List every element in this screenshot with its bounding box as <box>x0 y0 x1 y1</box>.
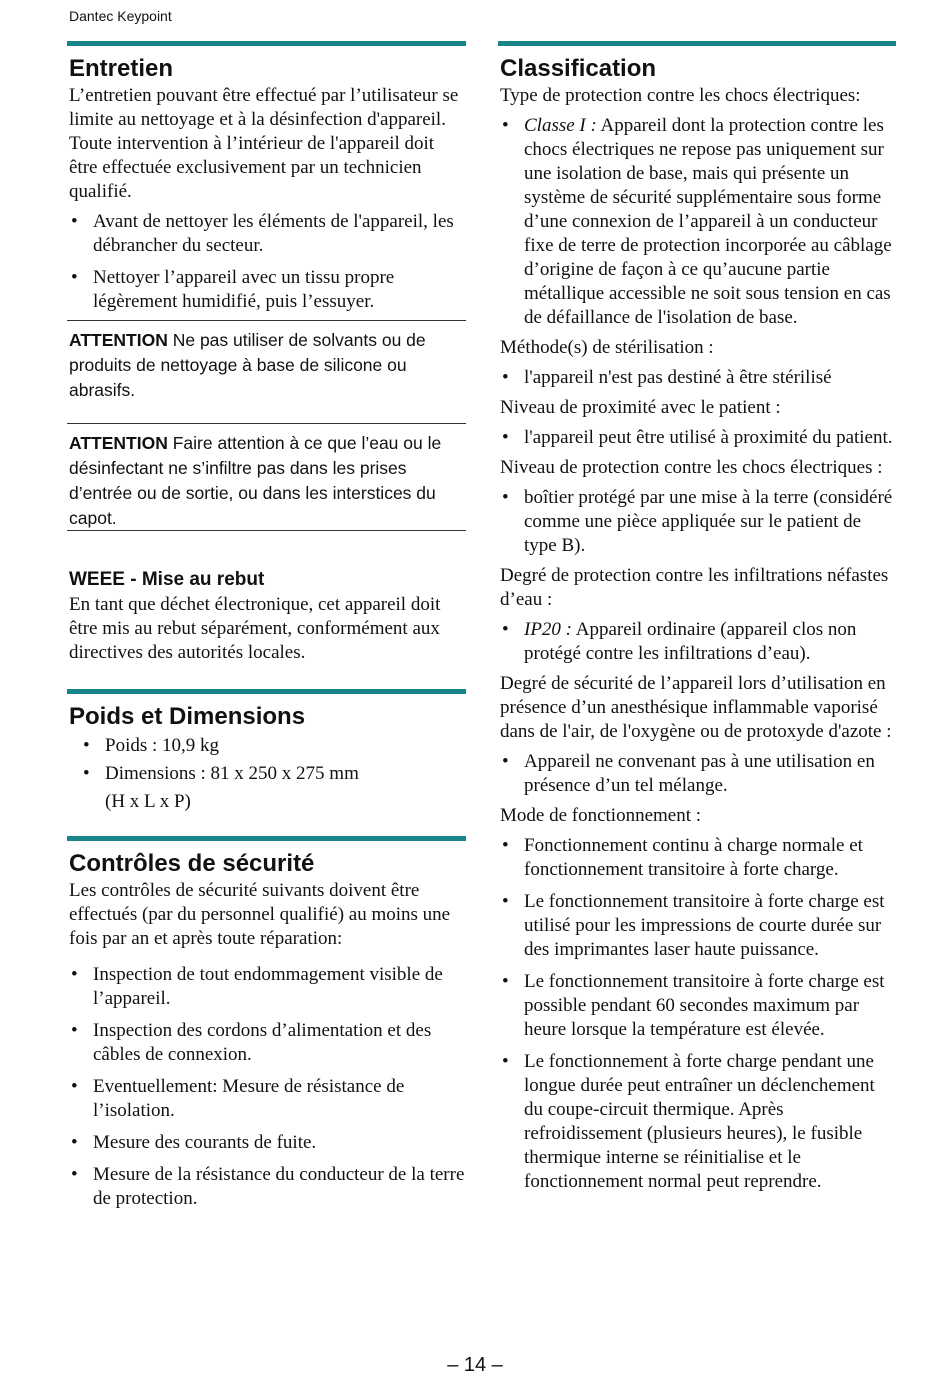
section-title-weee: WEEE - Mise au rebut <box>69 569 265 590</box>
section-rule <box>67 689 466 694</box>
section-entretien <box>67 41 466 314</box>
section-weee <box>67 567 466 665</box>
entretien-list <box>69 210 466 314</box>
attention-label: ATTENTION <box>69 433 168 453</box>
item-text: Appareil ordinaire (appareil clos non protégé contre les infiltrations d’eau). <box>524 619 857 664</box>
classification-label: Niveau de proximité avec le patient : <box>500 397 781 418</box>
list-item: • Avant de nettoyer les éléments de l'appareil, les débrancher du secteur. <box>69 210 466 258</box>
classification-list <box>500 486 896 558</box>
list-item: • Le fonctionnement transitoire à forte charge est possible pendant 60 secondes maximum par heure lorsque la température est élevée. <box>500 970 896 1042</box>
list-item: • boîtier protégé par une mise à la terre (considéré comme une pièce appliquée sur le patient de type B). <box>500 486 896 558</box>
section-poids <box>67 689 466 814</box>
item-term: IP20 : <box>524 619 573 640</box>
classification-list <box>500 426 896 450</box>
list-item: • Nettoyer l’appareil avec un tissu propre légèrement humidifié, puis l’essuyer. <box>69 266 466 314</box>
attention-label: ATTENTION <box>69 330 168 350</box>
left-column <box>67 41 466 1219</box>
section-title-entretien: Entretien <box>69 55 174 82</box>
section-title-controles: Contrôles de sécurité <box>69 850 315 877</box>
list-item <box>69 762 466 814</box>
list-item: • Poids : 10,9 kg <box>69 734 466 758</box>
list-item: • Eventuellement: Mesure de résistance de l’isolation. <box>69 1075 466 1123</box>
list-item: • Mesure de la résistance du conducteur de la terre de protection. <box>69 1163 466 1211</box>
classification-list <box>500 114 896 330</box>
poids-list <box>69 734 466 814</box>
list-item <box>500 618 896 666</box>
attention-end-rule <box>67 530 466 531</box>
item-text: Appareil dont la protection contre les chocs électriques ne repose pas uniquement sur une isolation de base, mais qui présente un système de sécurité supplémentaire sous forme d’une connexion de l’appareil à un conducteur fixe de terre de protection incorporée au câblage d’origine de façon à ce qu’aucune partie métallique accessible ne soit sous tension en cas de défaillance de l'isolation de base. <box>524 115 892 328</box>
classification-label: Mode de fonctionnement : <box>500 805 702 826</box>
classification-list <box>500 366 896 390</box>
list-item: • Mesure des courants de fuite. <box>69 1131 466 1155</box>
classification-label: Niveau de protection contre les chocs électriques : <box>500 457 883 478</box>
right-column <box>498 41 896 1202</box>
list-item: • Le fonctionnement transitoire à forte charge est utilisé pour les impressions de courte durée sur des imprimantes laser haute puissance. <box>500 890 896 962</box>
weee-text: En tant que déchet électronique, cet appareil doit être mis au rebut séparément, conformément aux directives des autorités locales. <box>69 594 441 663</box>
item-term: Classe I : <box>524 115 597 136</box>
attention-box-2 <box>67 423 466 530</box>
page-number: – 14 – <box>447 1354 503 1376</box>
controles-intro: Les contrôles de sécurité suivants doivent être effectués (par du personnel qualifié) au moins une fois par an et après toute réparation: <box>69 880 451 949</box>
classification-label: Degré de protection contre les infiltrations néfastes d’eau : <box>500 565 889 610</box>
running-header: Dantec Keypoint <box>69 8 172 24</box>
section-rule <box>498 41 896 46</box>
list-item: • Le fonctionnement à forte charge pendant une longue durée peut entraîner un déclenchement du coupe-circuit thermique. Après refroidissement (plusieurs heures), le fusible thermique interne se réinitialise et le fonctionnement normal peut reprendre. <box>500 1050 896 1194</box>
section-title-classification: Classification <box>500 55 657 82</box>
list-item: • Inspection des cordons d’alimentation et des câbles de connexion. <box>69 1019 466 1067</box>
classification-label: Type de protection contre les chocs électriques: <box>500 85 861 106</box>
list-item: • Appareil ne convenant pas à une utilisation en présence d’un tel mélange. <box>500 750 896 798</box>
dimensions-order: (H x L x P) <box>105 791 191 812</box>
dimensions-value: Dimensions : 81 x 250 x 275 mm <box>105 763 359 784</box>
attention-text: Ne pas utiliser de solvants ou de produits de nettoyage à base de silicone ou abrasifs. <box>69 330 426 400</box>
section-controles <box>67 836 466 1211</box>
classification-list <box>500 618 896 666</box>
controles-list <box>69 963 466 1211</box>
classification-label: Méthode(s) de stérilisation : <box>500 337 714 358</box>
classification-label: Degré de sécurité de l’appareil lors d’utilisation en présence d’un anesthésique inflammable vaporisé dans de l'air, de l'oxygène ou de protoxyde d'azote : <box>500 673 892 742</box>
attention-text: Faire attention à ce que l’eau ou le désinfectant ne s’infiltre pas dans les prises d’entrée ou de sortie, ou dans les interstices du capot. <box>69 433 442 528</box>
list-item: • l'appareil peut être utilisé à proximité du patient. <box>500 426 896 450</box>
classification-list <box>500 834 896 1194</box>
list-item <box>500 114 896 330</box>
classification-list <box>500 750 896 798</box>
section-title-poids: Poids et Dimensions <box>69 703 306 730</box>
list-item: • Inspection de tout endommagement visible de l’appareil. <box>69 963 466 1011</box>
list-item: • l'appareil n'est pas destiné à être stérilisé <box>500 366 896 390</box>
attention-box-1 <box>67 320 466 423</box>
list-item: • Fonctionnement continu à charge normale et fonctionnement transitoire à forte charge. <box>500 834 896 882</box>
section-rule <box>67 41 466 46</box>
entretien-intro: L’entretien pouvant être effectué par l’utilisateur se limite au nettoyage et à la désinfection d'appareil. Toute intervention à l’intérieur de l'appareil doit être effectuée exclusivement par un technicien qualifié. <box>69 85 459 202</box>
section-rule <box>67 836 466 841</box>
